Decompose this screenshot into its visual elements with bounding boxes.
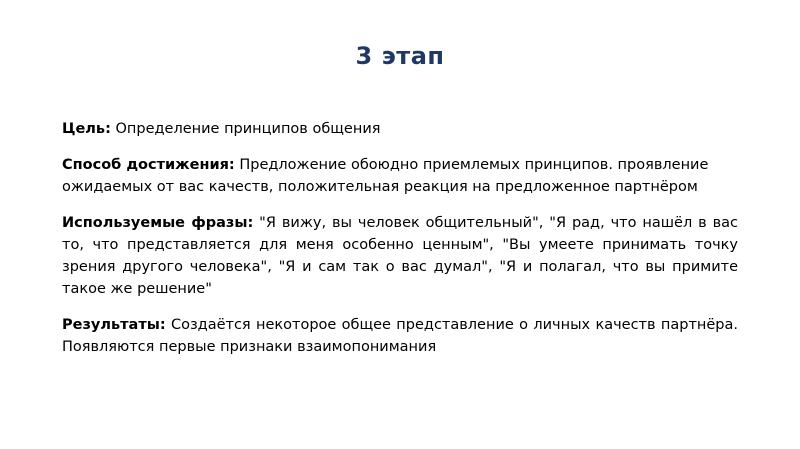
paragraph-results-lead: Результаты: — [62, 317, 166, 334]
slide-body — [62, 118, 738, 358]
paragraph-method-text: Предложение обоюдно приемлемых принципов. проявление ожидаемых от вас качеств, положительная реакция на предложенное партнёром — [62, 157, 709, 196]
paragraph-method-lead: Способ достижения: — [62, 157, 235, 174]
paragraph-goal-lead: Цель: — [62, 121, 111, 137]
paragraph-phrases-text: "Я вижу, вы человек общительный", "Я рад, что нашёл в вас то, что представляется для меня особенно ценным", "Вы умеете принимать точку зрения другого человека", "Я и сам так о вас думал", "Я и полагал, что вы примите такое же решение" — [62, 215, 739, 298]
paragraph-results — [62, 314, 738, 358]
page-title: 3 этап — [355, 42, 445, 70]
paragraph-results-text: Создаётся некоторое общее представление о личных качеств партнёра. Появляются первые признаки взаимопонимания — [62, 317, 738, 356]
paragraph-goal-text: Определение принципов общения — [110, 121, 381, 137]
paragraph-method — [62, 154, 738, 198]
paragraph-phrases-lead: Используемые фразы: — [62, 215, 254, 232]
paragraph-phrases — [62, 212, 738, 300]
paragraph-goal — [62, 118, 738, 140]
